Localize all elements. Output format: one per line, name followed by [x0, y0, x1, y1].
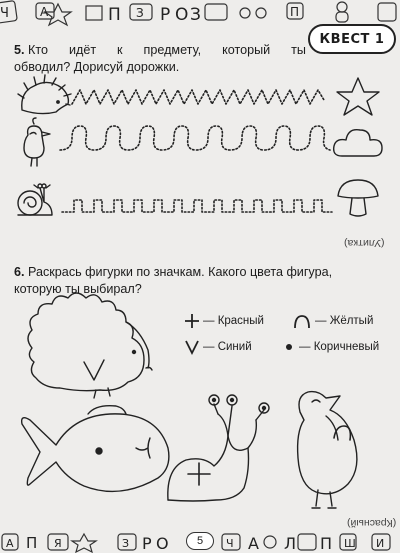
deco-letter: П [290, 5, 300, 19]
quest-badge: КВЕСТ 1 [308, 24, 396, 54]
task6-question: Раскрась фигурки по значкам. Какого цвета фигура, которую ты выбирал? [14, 265, 333, 296]
page-number: 5 [186, 532, 214, 550]
star-icon [337, 78, 379, 115]
arc-icon [292, 313, 312, 329]
legend-label-yellow: — Жёлтый [315, 315, 374, 327]
deco-letter: А [248, 534, 259, 553]
task6-number: 6. [14, 265, 25, 279]
deco-letter: З [190, 5, 201, 25]
legend-label-red: — Красный [203, 315, 264, 327]
deco-letter: Я [54, 537, 62, 550]
deco-letter: Ч [0, 6, 9, 21]
dotted-path-zigzag [72, 90, 324, 104]
task5-word: который [222, 43, 271, 57]
dot-icon [282, 339, 296, 355]
task5-word: идёт [68, 43, 97, 57]
legend-item-red [184, 313, 264, 329]
bird-large-icon [298, 392, 357, 508]
dot-mark [96, 448, 102, 454]
snail-small-icon [18, 184, 52, 215]
hedgehog-large-icon [28, 293, 152, 398]
plus-icon [184, 313, 200, 329]
deco-letter: Р [142, 534, 152, 553]
task5-word: ты [291, 43, 306, 57]
deco-letter: Л [284, 534, 297, 553]
fish-icon [22, 406, 169, 492]
task5-word: к [117, 43, 123, 57]
task5-line2: обводил? Дорисуй дорожки. [14, 60, 180, 74]
dotted-path-square-wave [62, 200, 332, 212]
legend-label-blue: — Синий [203, 341, 252, 353]
legend-label-brown: — Коричневый [299, 341, 380, 353]
checkmark-v-icon [184, 339, 200, 355]
deco-letter: А [40, 5, 49, 19]
task5-number: 5. [14, 43, 25, 57]
task6-text [14, 264, 334, 298]
deco-letter: Ч [226, 537, 234, 550]
legend-item-blue [184, 339, 252, 355]
deco-letter: З [122, 537, 130, 550]
legend-item-brown [282, 339, 379, 355]
cloud-icon [334, 130, 382, 156]
plus-mark [188, 463, 210, 485]
mushroom-icon [338, 180, 378, 216]
deco-letter: О [175, 5, 189, 25]
deco-letter: О [156, 534, 169, 553]
deco-letter: И [376, 537, 385, 550]
deco-letter: П [320, 534, 333, 553]
dotted-path-loops [60, 126, 330, 150]
deco-letter: Ш [344, 537, 356, 550]
bird-small-icon [24, 118, 50, 166]
answer-caption-snail: (Улитка) [344, 237, 385, 249]
snail-large-icon [168, 395, 269, 501]
hedgehog-small-icon [18, 75, 71, 114]
task5-word: Кто [28, 43, 48, 57]
deco-letter: Р [160, 5, 171, 25]
deco-letter: З [136, 6, 144, 20]
deco-letter: А [6, 537, 14, 550]
deco-letter: П [26, 534, 38, 552]
legend-item-yellow [292, 313, 373, 329]
answer-caption-red: (Красный) [347, 517, 397, 529]
deco-letter: П [108, 5, 121, 25]
task5-word: предмету, [143, 43, 202, 57]
